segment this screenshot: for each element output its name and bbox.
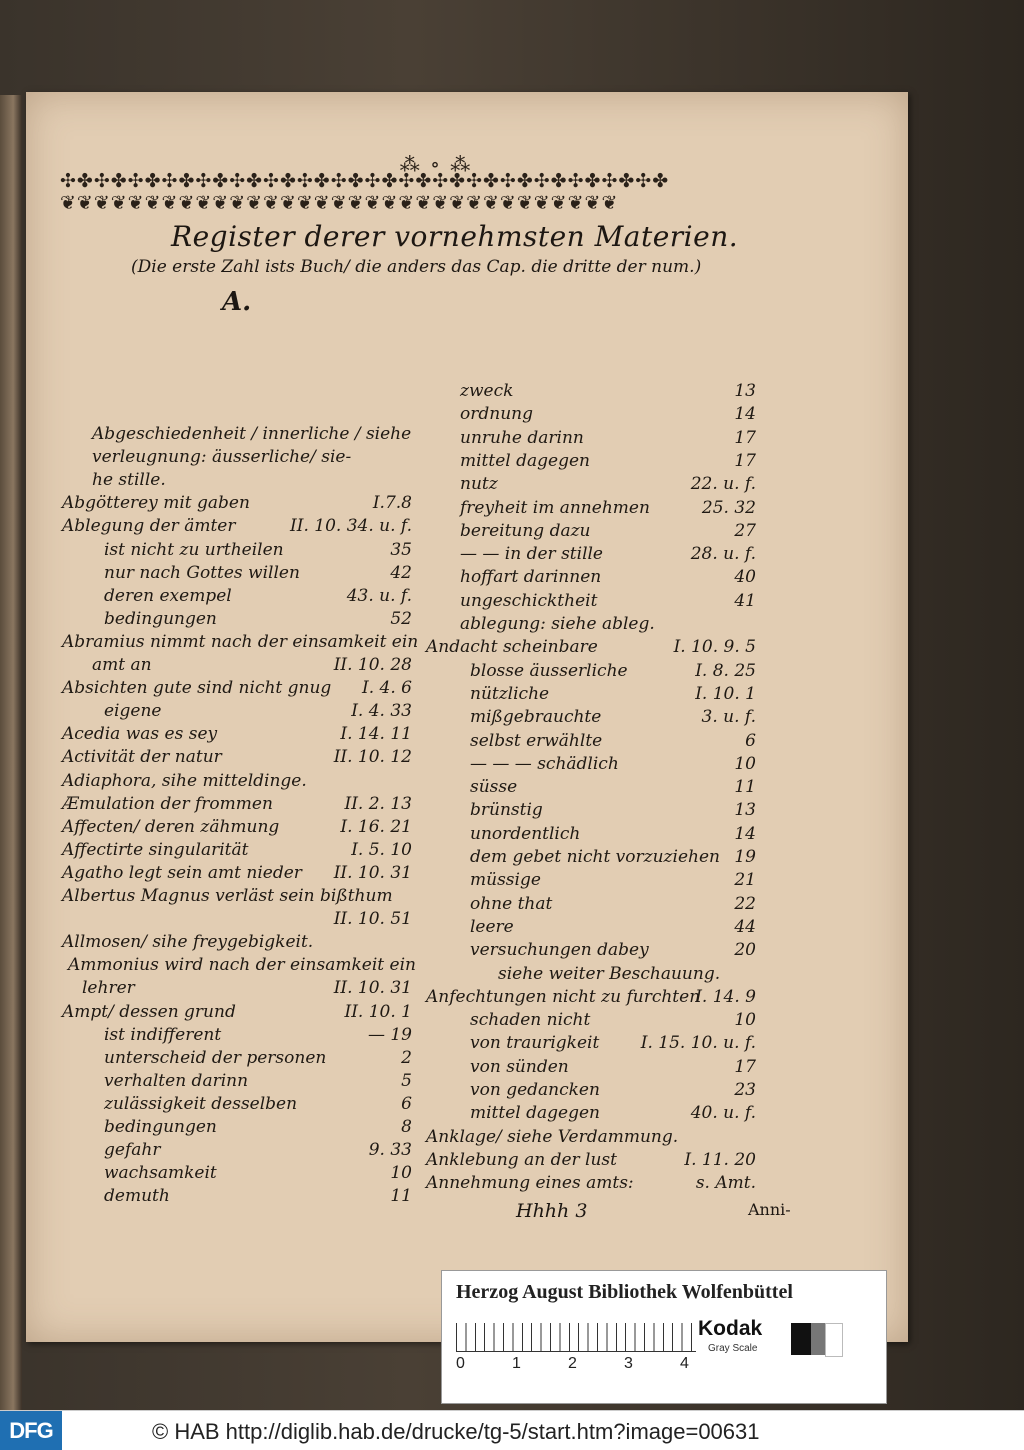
index-reference: 23 [734,1080,756,1100]
index-reference: I. 11. 20 [684,1149,756,1170]
index-term: Anklebung an der lust [426,1149,617,1170]
index-term: Æmulation der frommen [62,793,273,814]
index-term: Activität der natur [62,747,222,768]
ornament-band [60,170,752,216]
index-entry [470,1055,756,1079]
index-reference: I. 4. 6 [362,678,412,699]
index-entry [470,915,756,939]
index-term: brünstig [470,800,543,821]
index-term: ohne that [470,893,553,914]
index-term: blosse äusserliche [470,660,628,681]
index-reference: 2 [401,1047,412,1068]
page-subtitle: (Die erste Zahl ists Buch/ die anders das Cap. die dritte der num.) [131,257,702,277]
index-entry [460,402,756,426]
index-reference: 25. 32 [701,497,756,518]
index-entry [470,775,756,799]
index-term: Acedia was es sey [62,724,218,745]
index-entry [470,892,756,916]
index-entry [470,845,756,869]
index-term: Andacht scheinbare [426,637,598,658]
index-term: nutz [460,474,498,495]
index-entry [470,752,756,776]
index-term: Ammonius wird nach der einsamkeit ein [68,955,416,976]
index-term: ablegung: siehe ableg. [460,614,655,634]
index-term: eigene [104,701,162,722]
index-entry [498,962,756,986]
index-entry [104,1184,412,1208]
index-term: unterscheid der personen [104,1047,327,1068]
index-entry [92,653,412,677]
index-entry [426,635,756,659]
index-term: mißgebrauchte [470,707,602,728]
index-term: unruhe darinn [460,427,584,448]
index-term: demuth [104,1186,170,1207]
catchword: Anni- [748,1200,791,1219]
index-term: — — — schädlich [470,753,619,774]
index-reference: 42 [390,562,412,583]
index-reference: I. 10. 1 [695,683,756,704]
index-reference: I. 4. 33 [351,701,412,722]
index-reference: — 19 [367,1024,412,1045]
index-term: ungeschicktheit [460,590,598,611]
index-reference: 3. u. f. [701,707,756,728]
ornament-top: ⁂ ∘ ⁂ [399,152,473,176]
signature-mark: Hhhh 3 [516,1200,588,1222]
index-term: siehe weiter Beschauung. [498,963,721,984]
index-reference: 5 [401,1070,412,1091]
index-reference: 28. u. f. [690,544,756,565]
index-entry [470,868,756,892]
index-term: bedingungen [104,1117,217,1137]
index-reference: II. 10. 1 [344,1001,412,1022]
index-entry [68,953,416,977]
index-entry [104,1115,412,1139]
index-reference: 22. u. f. [690,474,756,495]
index-entry [470,1101,756,1125]
index-entry [62,676,412,700]
index-entry [62,815,412,839]
gray-patch-gray [811,1323,825,1355]
copyright-link[interactable]: © HAB http://diglib.hab.de/drucke/tg-5/start.htm?image=00631 [152,1419,760,1444]
index-reference: 14 [734,404,756,425]
index-term: Anfechtungen nicht zu furchten [426,986,701,1007]
index-entry [62,745,412,769]
index-entry [460,472,756,496]
index-entry [104,1092,412,1116]
index-entry [470,822,756,846]
index-term: mittel dagegen [460,450,590,471]
index-entry [470,1031,756,1055]
index-reference: II. 10. 12 [333,747,412,768]
book-page [26,92,908,1342]
index-term: Abramius nimmt nach der einsamkeit ein [62,631,419,652]
left-page-edge [0,95,22,1415]
index-entry [104,561,412,585]
index-term: müssige [470,870,541,891]
index-term: nützliche [470,683,550,704]
index-entry [62,1000,412,1024]
index-entry [470,705,756,729]
index-reference: 19 [734,847,756,867]
ornament-band-row2: ❦❦❦❦❦❦❦❦❦❦❦❦❦❦❦❦❦❦❦❦❦❦❦❦❦❦❦❦❦❦❦❦❦ [60,192,619,214]
index-entry [426,985,756,1009]
index-term: mittel dagegen [470,1103,600,1124]
footer-bar [0,1410,1024,1450]
index-reference: I. 5. 10 [351,839,412,860]
index-entry [460,519,756,543]
index-reference: 6 [745,730,756,751]
index-entry [104,699,412,723]
index-term: bereitung dazu [460,520,591,541]
index-reference: 10 [734,753,756,774]
index-entry [104,538,412,562]
index-reference: 21 [734,870,756,891]
index-entry [92,468,412,492]
index-entry [460,589,756,613]
grayscale-caption: Gray Scale [708,1343,758,1354]
ruler-number: 3 [624,1355,633,1372]
index-reference: 8 [401,1117,412,1137]
index-reference: 9. 33 [368,1140,412,1161]
index-entry [104,607,412,631]
index-entry [104,584,412,608]
index-term: — — in der stille [460,544,603,565]
index-term: Anklage/ siehe Verdammung. [426,1126,679,1147]
index-entry [62,930,412,954]
dfg-logo: DFG [0,1411,62,1450]
index-entry [460,542,756,566]
index-term: verhalten darinn [104,1070,249,1091]
index-reference: 10 [734,1010,756,1031]
index-entry [470,938,756,962]
index-entry [460,379,756,403]
index-reference: 41 [734,590,756,611]
index-entry [62,907,412,931]
index-term: Adiaphora, sihe mitteldinge. [62,770,307,791]
index-reference: 27 [734,520,756,541]
index-term: Agatho legt sein amt nieder [62,862,302,883]
index-entry [104,1069,412,1093]
index-term: Allmosen/ sihe freygebigkeit. [62,932,314,953]
index-term: selbst erwählte [470,730,603,751]
index-term: von gedancken [470,1080,600,1100]
index-reference: 35 [390,539,412,560]
section-letter-a: A. [222,287,252,317]
index-term: zweck [460,381,514,401]
index-entry [104,1046,412,1070]
index-term: nur nach Gottes willen [104,562,300,583]
index-reference: II. 10. 31 [333,978,412,999]
index-entry [82,976,412,1000]
index-term: schaden nicht [470,1010,591,1031]
index-entry [470,1078,756,1102]
index-term: hoffart darinnen [460,567,602,588]
index-entry [104,1161,412,1185]
index-term: Annehmung eines amts: [426,1173,634,1194]
index-entry [62,630,419,654]
kodak-logo: Kodak [698,1317,763,1340]
index-entry [426,1148,756,1172]
index-entry [104,1023,412,1047]
index-entry [470,729,756,753]
index-reference: 13 [734,381,756,401]
index-term: dem gebet nicht vorzuziehen [470,847,720,867]
index-reference: 14 [734,823,756,844]
index-reference: 11 [734,777,756,798]
index-reference: II. 10. 34. u. f. [290,516,412,537]
index-entry [426,1171,756,1195]
index-reference: 52 [390,608,412,629]
ornament-band-row1: ✣✤✣✤✣✤✣✤✣✤✣✤✣✤✣✤✣✤✣✤✣✤✣✤✣✤✣✤✣✤✣✤✣✤✣✤ [60,170,670,192]
index-entry [470,659,756,683]
index-entry [470,1008,756,1032]
index-reference: I. 16. 21 [340,816,412,837]
index-reference: 17 [734,450,756,471]
index-term: von sünden [470,1056,569,1077]
ruler-number: 4 [680,1355,689,1372]
index-reference: 43. u. f. [346,585,412,606]
index-reference: 13 [734,800,756,821]
index-reference: 20 [734,940,756,961]
index-term: Abgeschiedenheit / innerliche / siehe [92,424,412,444]
index-reference: 17 [734,1056,756,1077]
index-entry [62,769,412,793]
index-reference: s. Amt. [695,1173,756,1194]
index-term: freyheit im annehmen [460,497,650,518]
index-entry [470,798,756,822]
index-term: Absichten gute sind nicht gnug [62,678,332,699]
index-entry [62,491,412,515]
index-term: amt an [92,655,152,675]
gray-patch-black [791,1323,811,1355]
index-term: Abgötterey mit gaben [62,493,250,514]
ruler-number: 2 [568,1355,577,1372]
index-reference: II. 10. 28 [333,655,412,675]
index-reference: II. 2. 13 [344,793,412,814]
index-reference: 44 [734,916,756,937]
index-term: Ampt/ dessen grund [62,1001,236,1022]
index-term: lehrer [82,978,135,999]
index-term: von traurigkeit [470,1033,600,1054]
index-reference: II. 10. 31 [333,862,412,883]
index-reference: 17 [734,427,756,448]
index-entry [104,1138,412,1162]
index-term: ist nicht zu urtheilen [104,539,284,560]
index-term: versuchungen dabey [470,940,649,961]
index-entry [460,449,756,473]
index-entry [62,884,412,908]
index-term: Affecten/ deren zähmung [62,816,280,837]
index-term: deren exempel [104,585,232,606]
ruler-numbers [452,1355,712,1375]
index-term: verleugnung: äusserliche/ sie- [92,447,352,468]
index-term: he stille. [92,470,166,491]
index-entry [460,565,756,589]
index-term: unordentlich [470,823,581,844]
index-term: wachsamkeit [104,1163,217,1184]
index-term: gefahr [104,1140,161,1161]
index-entry [92,422,412,446]
index-reference: I. 14. 11 [340,724,412,745]
index-reference: 40. u. f. [690,1103,756,1124]
index-term: Affectirte singularität [62,839,249,860]
index-reference: 22 [734,893,756,914]
library-label-card [441,1270,887,1404]
index-entry [92,445,412,469]
index-term: zulässigkeit desselben [104,1093,298,1114]
index-reference: 11 [390,1186,412,1207]
gray-patch-white [825,1323,843,1357]
ruler-number: 1 [512,1355,521,1372]
index-reference: I.7.8 [372,493,412,514]
index-term: Albertus Magnus verläst sein bißthum [62,886,393,906]
index-term: ist indifferent [104,1024,222,1045]
index-reference: I. 10. 9. 5 [673,637,756,658]
index-entry [62,838,412,862]
index-term: süsse [470,777,518,798]
index-entry [426,1125,756,1149]
index-entry [470,682,756,706]
index-entry [62,792,412,816]
index-entry [62,861,412,885]
page-title: Register derer vornehmsten Materien. [171,220,739,253]
scale-ruler [456,1323,696,1352]
index-term: ordnung [460,404,533,425]
index-entry [460,612,756,636]
index-entry [460,496,756,520]
index-reference: I. 15. 10. u. f. [640,1033,756,1054]
index-reference: 40 [734,567,756,588]
index-reference: 6 [401,1093,412,1114]
index-reference: I. 8. 25 [695,660,756,681]
ruler-number: 0 [456,1355,465,1372]
index-reference: I. 14. 9 [695,986,756,1007]
index-term: Ablegung der ämter [62,516,236,537]
index-term: leere [470,916,514,937]
index-reference: II. 10. 51 [333,909,412,930]
index-entry [460,426,756,450]
index-entry [62,722,412,746]
index-term: bedingungen [104,608,217,629]
index-entry [62,514,412,538]
library-name: Herzog August Bibliothek Wolfenbüttel [456,1281,793,1303]
index-reference: 10 [390,1163,412,1184]
